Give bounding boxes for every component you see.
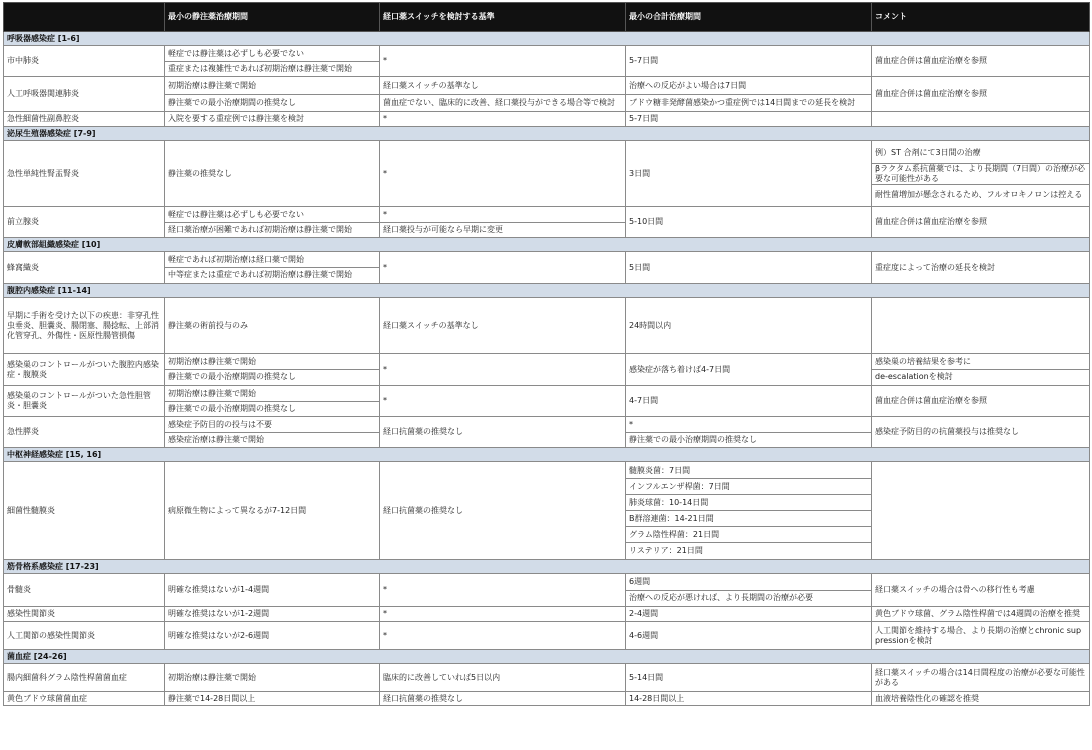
header-oral-switch: 経口薬スイッチを検討する基準 bbox=[380, 3, 626, 32]
sub-cell-table bbox=[626, 463, 871, 558]
oral-switch-cell bbox=[380, 77, 626, 112]
iv-duration-cell: 明確な推奨はないが2-6週間 bbox=[165, 622, 380, 650]
section-title: 筋骨格系感染症 [17-23] bbox=[4, 560, 1090, 574]
sub-cell-text: 重症または複雑性であれば初期治療は静注薬で開始 bbox=[168, 63, 352, 73]
section-header-row bbox=[4, 560, 1090, 574]
sub-cell-text: ブドウ糖非発酵菌感染かつ重症例では14日間までの延長を検討 bbox=[629, 97, 856, 107]
total-duration-cell: 4-7日間 bbox=[626, 386, 872, 417]
oral-switch-cell: * bbox=[380, 141, 626, 207]
comment-cell: 経口薬スイッチの場合は骨への移行性も考慮 bbox=[872, 574, 1090, 607]
sub-cell-row bbox=[626, 495, 871, 511]
total-duration-cell: 4-6週間 bbox=[626, 622, 872, 650]
sub-cell-text: 菌血症でない、臨床的に改善、経口薬投与ができる場合等で検討 bbox=[383, 97, 615, 107]
table-row bbox=[4, 622, 1090, 650]
comment-cell bbox=[872, 298, 1090, 354]
total-duration-cell bbox=[626, 417, 872, 448]
sub-cell-table bbox=[626, 418, 871, 447]
sub-cell-text: 感染巣の培養結果を参考に bbox=[872, 355, 1089, 370]
sub-cell-row bbox=[626, 575, 871, 591]
sub-cell-row bbox=[626, 590, 871, 606]
sub-cell-text: 耐性菌増加が懸念されるため、フルオロキノロンは控える bbox=[875, 189, 1083, 199]
sub-cell-row bbox=[165, 370, 379, 385]
sub-cell-row bbox=[626, 543, 871, 559]
iv-duration-cell: 静注薬の推奨なし bbox=[165, 141, 380, 207]
sub-cell-text: 静注薬での最小治療期間の推奨なし bbox=[168, 372, 296, 381]
section-title: 菌血症 [24-26] bbox=[4, 650, 1090, 664]
disease-name-cell: 急性単純性腎盂腎炎 bbox=[4, 141, 165, 207]
sub-cell-table bbox=[165, 78, 379, 111]
sub-cell-row bbox=[380, 78, 625, 95]
table-row bbox=[4, 462, 1090, 560]
sub-cell-text: 初期治療は静注薬で開始 bbox=[165, 387, 379, 402]
header-total-duration: 最小の合計治療期間 bbox=[626, 3, 872, 32]
iv-duration-cell: 静注薬の術前投与のみ bbox=[165, 298, 380, 354]
table-row bbox=[4, 252, 1090, 284]
sub-cell-row bbox=[626, 511, 871, 527]
section-title: 泌尿生殖器感染症 [7-9] bbox=[4, 127, 1090, 141]
sub-cell-table bbox=[165, 47, 379, 76]
sub-cell-row bbox=[626, 94, 871, 111]
disease-name-cell: 黄色ブドウ球菌菌血症 bbox=[4, 692, 165, 706]
iv-duration-cell bbox=[165, 46, 380, 77]
sub-cell-text: βラクタム系抗菌薬では、より長期間（7日間）の治療が必要な可能性がある bbox=[872, 163, 1089, 184]
iv-duration-cell bbox=[165, 252, 380, 284]
sub-cell-row bbox=[872, 163, 1089, 184]
section-header-row bbox=[4, 650, 1090, 664]
sub-cell-row bbox=[165, 355, 379, 370]
disease-name-cell: 市中肺炎 bbox=[4, 46, 165, 77]
iv-duration-cell: 明確な推奨はないが1-2週間 bbox=[165, 607, 380, 622]
table-row bbox=[4, 417, 1090, 448]
section-title: 皮膚軟部組織感染症 [10] bbox=[4, 238, 1090, 252]
sub-cell-table bbox=[165, 208, 379, 237]
sub-cell-text: 経口薬治療が困難であれば初期治療は静注薬で開始 bbox=[168, 224, 352, 234]
sub-cell-text: * bbox=[380, 208, 625, 223]
sub-cell-table bbox=[872, 355, 1089, 384]
sub-cell-row bbox=[165, 78, 379, 95]
sub-cell-table bbox=[165, 253, 379, 282]
oral-switch-cell: * bbox=[380, 112, 626, 127]
total-duration-cell: 3日間 bbox=[626, 141, 872, 207]
total-duration-cell: 5-7日間 bbox=[626, 112, 872, 127]
sub-cell-table bbox=[165, 355, 379, 384]
sub-cell-text: 感染症予防目的の投与は不要 bbox=[165, 418, 379, 433]
disease-name-cell: 感染性関節炎 bbox=[4, 607, 165, 622]
total-duration-cell: 5-10日間 bbox=[626, 207, 872, 238]
sub-cell-row bbox=[165, 61, 379, 76]
header-disease bbox=[4, 3, 165, 32]
disease-name-cell: 人工呼吸器関連肺炎 bbox=[4, 77, 165, 112]
oral-switch-cell: * bbox=[380, 574, 626, 607]
disease-name-cell: 骨髄炎 bbox=[4, 574, 165, 607]
sub-cell-row bbox=[626, 527, 871, 543]
header-comment: コメント bbox=[872, 3, 1090, 32]
sub-cell-table bbox=[165, 387, 379, 416]
sub-cell-row bbox=[626, 463, 871, 479]
sub-cell-text: 中等症または重症であれば初期治療は静注薬で開始 bbox=[168, 270, 352, 279]
sub-cell-table bbox=[380, 78, 625, 111]
sub-cell-text: de-escalationを検討 bbox=[875, 372, 953, 381]
oral-switch-cell: * bbox=[380, 622, 626, 650]
sub-cell-text: インフルエンザ桿菌：7日間 bbox=[626, 479, 871, 495]
sub-cell-table bbox=[626, 78, 871, 111]
iv-duration-cell: 病原微生物によって異なるが7-12日間 bbox=[165, 462, 380, 560]
sub-cell-text: 治療への反応が悪ければ、より長期間の治療が必要 bbox=[629, 593, 813, 602]
iv-duration-cell bbox=[165, 207, 380, 238]
section-title: 中枢神経感染症 [15, 16] bbox=[4, 448, 1090, 462]
disease-name-cell: 前立腺炎 bbox=[4, 207, 165, 238]
iv-duration-cell: 初期治療は静注薬で開始 bbox=[165, 664, 380, 692]
comment-cell bbox=[872, 141, 1090, 207]
sub-cell-text: 髄膜炎菌：7日間 bbox=[626, 463, 871, 479]
comment-cell: 重症度によって治療の延長を検討 bbox=[872, 252, 1090, 284]
sub-cell-text: 静注薬での最小治療期間の推奨なし bbox=[168, 97, 296, 107]
comment-cell: 菌血症合併は菌血症治療を参照 bbox=[872, 207, 1090, 238]
sub-cell-table bbox=[872, 143, 1089, 205]
oral-switch-cell: * bbox=[380, 46, 626, 77]
oral-switch-cell: * bbox=[380, 386, 626, 417]
oral-switch-cell: * bbox=[380, 607, 626, 622]
section-title: 呼吸器感染症 [1-6] bbox=[4, 32, 1090, 46]
sub-cell-row bbox=[165, 253, 379, 268]
sub-cell-row bbox=[165, 47, 379, 62]
sub-cell-text: 軽症では静注薬は必ずしも必要でない bbox=[165, 208, 379, 223]
section-header-row bbox=[4, 284, 1090, 298]
sub-cell-text: 軽症であれば初期治療は経口薬で開始 bbox=[165, 253, 379, 268]
sub-cell-row bbox=[872, 184, 1089, 205]
comment-cell: 感染症予防目的の抗菌薬投与は推奨なし bbox=[872, 417, 1090, 448]
total-duration-cell: 24時間以内 bbox=[626, 298, 872, 354]
comment-cell: 黄色ブドウ球菌、グラム陰性桿菌では4週間の治療を推奨 bbox=[872, 607, 1090, 622]
treatment-duration-table bbox=[3, 2, 1090, 706]
sub-cell-text: 静注薬での最小治療期間の推奨なし bbox=[629, 434, 757, 444]
oral-switch-cell: * bbox=[380, 252, 626, 284]
comment-cell: 経口薬スイッチの場合は14日間程度の治療が必要な可能性がある bbox=[872, 664, 1090, 692]
oral-switch-cell bbox=[380, 207, 626, 238]
sub-cell-text: 例）ST 合剤にて3日間の治療 bbox=[872, 143, 1089, 164]
table-row bbox=[4, 112, 1090, 127]
sub-cell-table bbox=[380, 208, 625, 237]
section-header-row bbox=[4, 448, 1090, 462]
sub-cell-row bbox=[872, 355, 1089, 370]
sub-cell-text: 経口薬スイッチの基準なし bbox=[380, 78, 625, 95]
sub-cell-row bbox=[626, 432, 871, 447]
disease-name-cell: 感染巣のコントロールがついた急性胆管炎・胆嚢炎 bbox=[4, 386, 165, 417]
guideline-table-container bbox=[3, 2, 1091, 746]
table-body bbox=[4, 32, 1090, 706]
disease-name-cell: 感染巣のコントロールがついた腹腔内感染症・腹膜炎 bbox=[4, 354, 165, 386]
sub-cell-text: グラム陰性桿菌：21日間 bbox=[626, 527, 871, 543]
sub-cell-row bbox=[165, 401, 379, 416]
sub-cell-row bbox=[165, 208, 379, 223]
iv-duration-cell bbox=[165, 386, 380, 417]
sub-cell-row bbox=[165, 268, 379, 283]
comment-cell bbox=[872, 354, 1090, 386]
total-duration-cell: 5日間 bbox=[626, 252, 872, 284]
table-row bbox=[4, 141, 1090, 207]
comment-cell: 菌血症合併は菌血症治療を参照 bbox=[872, 77, 1090, 112]
comment-cell bbox=[872, 462, 1090, 560]
section-header-row bbox=[4, 32, 1090, 46]
table-row bbox=[4, 607, 1090, 622]
sub-cell-row bbox=[380, 222, 625, 237]
sub-cell-text: 初期治療は静注薬で開始 bbox=[165, 355, 379, 370]
sub-cell-text: 肺炎球菌：10-14日間 bbox=[626, 495, 871, 511]
sub-cell-row bbox=[626, 479, 871, 495]
comment-cell: 菌血症合併は菌血症治療を参照 bbox=[872, 46, 1090, 77]
total-duration-cell bbox=[626, 462, 872, 560]
table-row bbox=[4, 664, 1090, 692]
table-row bbox=[4, 354, 1090, 386]
table-row bbox=[4, 298, 1090, 354]
section-header-row bbox=[4, 238, 1090, 252]
comment-cell: 人工関節を維持する場合、より長期の治療とchronic suppressionを検討 bbox=[872, 622, 1090, 650]
oral-switch-cell: 経口抗菌薬の推奨なし bbox=[380, 692, 626, 706]
disease-name-cell: 早期に手術を受けた以下の疾患：非穿孔性虫垂炎、胆嚢炎、腸閉塞、腸捻転、上部消化管穿孔、外傷性・医原性腸管損傷 bbox=[4, 298, 165, 354]
sub-cell-row bbox=[380, 208, 625, 223]
table-row bbox=[4, 207, 1090, 238]
sub-cell-text: * bbox=[626, 418, 871, 433]
total-duration-cell: 5-14日間 bbox=[626, 664, 872, 692]
sub-cell-row bbox=[165, 418, 379, 433]
table-row bbox=[4, 46, 1090, 77]
disease-name-cell: 急性細菌性副鼻腔炎 bbox=[4, 112, 165, 127]
table-row bbox=[4, 77, 1090, 112]
section-header-row bbox=[4, 127, 1090, 141]
sub-cell-row bbox=[165, 387, 379, 402]
comment-cell bbox=[872, 112, 1090, 127]
table-row bbox=[4, 692, 1090, 706]
sub-cell-row bbox=[872, 143, 1089, 164]
sub-cell-row bbox=[872, 370, 1089, 385]
total-duration-cell: 2-4週間 bbox=[626, 607, 872, 622]
disease-name-cell: 人工関節の感染性関節炎 bbox=[4, 622, 165, 650]
oral-switch-cell: 経口抗菌薬の推奨なし bbox=[380, 462, 626, 560]
sub-cell-text: 感染症治療は静注薬で開始 bbox=[168, 434, 264, 444]
total-duration-cell: 感染症が落ち着けば4-7日間 bbox=[626, 354, 872, 386]
table-header-row bbox=[4, 3, 1090, 32]
iv-duration-cell: 静注薬で14-28日間以上 bbox=[165, 692, 380, 706]
total-duration-cell: 5-7日間 bbox=[626, 46, 872, 77]
iv-duration-cell bbox=[165, 417, 380, 448]
sub-cell-text: 6週間 bbox=[626, 575, 871, 591]
iv-duration-cell: 入院を要する重症例では静注薬を検討 bbox=[165, 112, 380, 127]
sub-cell-text: 治療への反応がよい場合は7日間 bbox=[626, 78, 871, 95]
total-duration-cell: 14-28日間以上 bbox=[626, 692, 872, 706]
iv-duration-cell bbox=[165, 354, 380, 386]
sub-cell-row bbox=[626, 418, 871, 433]
total-duration-cell bbox=[626, 574, 872, 607]
sub-cell-text: 経口薬投与が可能なら早期に変更 bbox=[383, 224, 503, 234]
sub-cell-table bbox=[626, 575, 871, 606]
sub-cell-text: 初期治療は静注薬で開始 bbox=[165, 78, 379, 95]
disease-name-cell: 急性膵炎 bbox=[4, 417, 165, 448]
disease-name-cell: 腸内細菌科グラム陰性桿菌菌血症 bbox=[4, 664, 165, 692]
disease-name-cell: 蜂窩織炎 bbox=[4, 252, 165, 284]
sub-cell-text: 静注薬での最小治療期間の推奨なし bbox=[168, 403, 296, 413]
sub-cell-row bbox=[626, 78, 871, 95]
disease-name-cell: 細菌性髄膜炎 bbox=[4, 462, 165, 560]
iv-duration-cell: 明確な推奨はないが1-4週間 bbox=[165, 574, 380, 607]
sub-cell-row bbox=[165, 222, 379, 237]
sub-cell-row bbox=[165, 432, 379, 447]
sub-cell-text: リステリア：21日間 bbox=[629, 545, 703, 555]
oral-switch-cell: 臨床的に改善していれば5日以内 bbox=[380, 664, 626, 692]
table-row bbox=[4, 386, 1090, 417]
sub-cell-row bbox=[380, 94, 625, 111]
sub-cell-row bbox=[165, 94, 379, 111]
sub-cell-text: B群溶連菌：14-21日間 bbox=[626, 511, 871, 527]
iv-duration-cell bbox=[165, 77, 380, 112]
oral-switch-cell: * bbox=[380, 354, 626, 386]
section-title: 腹腔内感染症 [11-14] bbox=[4, 284, 1090, 298]
header-iv-duration: 最小の静注薬治療期間 bbox=[165, 3, 380, 32]
table-row bbox=[4, 574, 1090, 607]
sub-cell-text: 軽症では静注薬は必ずしも必要でない bbox=[165, 47, 379, 62]
sub-cell-table bbox=[165, 418, 379, 447]
total-duration-cell bbox=[626, 77, 872, 112]
comment-cell: 菌血症合併は菌血症治療を参照 bbox=[872, 386, 1090, 417]
comment-cell: 血液培養陰性化の確認を推奨 bbox=[872, 692, 1090, 706]
oral-switch-cell: 経口抗菌薬の推奨なし bbox=[380, 417, 626, 448]
oral-switch-cell: 経口薬スイッチの基準なし bbox=[380, 298, 626, 354]
